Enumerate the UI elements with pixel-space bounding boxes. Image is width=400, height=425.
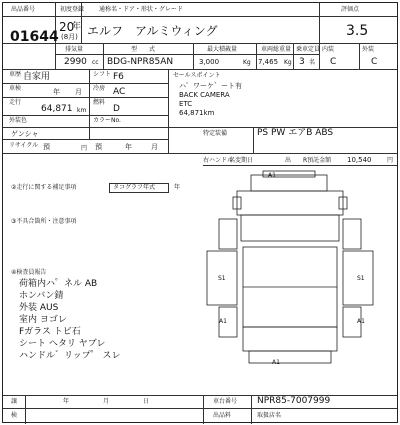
gross-weight-unit: Kg [284,59,292,66]
divider [3,115,168,116]
sales-point-2: BACK CAMERA [179,91,230,99]
divider [3,69,397,70]
recycle-fee-value: 10,540 [347,156,372,164]
divider [3,395,397,396]
seats-value: 3 [299,57,305,67]
max-load-unit: Kg [243,59,251,66]
divider [3,139,168,140]
transfer-label: 譲 [11,398,18,405]
grade-value: 3.5 [346,23,369,39]
equipment-label: 特定装備 [203,130,228,137]
transfer-date-label: 名変期日 [229,157,254,164]
color-number-label: カラーNo. [93,117,121,124]
divider [3,127,397,128]
footer-year-unit: 年 [63,398,70,405]
vehicle-use-value: 自家用 [23,72,51,82]
displacement-value: 2990 [64,57,87,67]
divider [359,43,360,69]
inspection-footer-label: 検 [11,412,18,419]
report-line-6: シート ヘタリ ヤブレ [19,339,106,349]
lot-number: 01644 [10,29,59,45]
ac-value: AC [113,87,126,97]
fuel-label: 燃料 [93,99,106,106]
mileage-unit: km [77,107,87,114]
tacho-year-unit: 年 [174,184,181,191]
driving-notes-title: ②走行に関する補足事項 [11,184,77,191]
divider [25,395,26,424]
car-name-label: 通称名・ドア・形状・グレード [99,6,183,13]
exterior-value: C [371,57,378,67]
divider [55,54,319,55]
divider [253,127,254,153]
body-color-label: 外装色 [9,117,28,124]
inspection-label: 車検 [9,85,22,92]
vehicle-use-label: 車歴 [9,71,22,78]
displacement-unit: cc [92,59,99,66]
first-registration-label: 初度登録 [60,6,85,13]
damage-mark-left: S1 [218,275,226,282]
recycle-deposit: 預 [43,143,50,151]
max-load-label: 最大積載量 [207,46,238,53]
divider [3,83,168,84]
recycle-label: リサイクル [9,142,39,149]
listing-fee-label: 出品料 [213,412,232,419]
divider [293,43,294,69]
sales-points-title: セールスポイント [173,72,221,79]
equipment-value: PS PW エアB ABS [257,128,334,138]
mark: 出 [285,157,292,164]
recycle-fee-unit: 円 [387,157,394,164]
interior-value: C [330,57,337,67]
model-value: BDG-NPR85AN [107,57,174,67]
damage-mark-rear-left: A1 [219,318,227,325]
divider [3,16,397,17]
registration-year-unit: 年 [72,22,82,32]
gross-weight-value: 7,465 [258,58,279,66]
body-color-value: ゲンシャ [11,130,39,138]
divider [168,69,169,153]
sales-point-1: ハ゜ワーケ゛ート有 [179,82,242,90]
divider [203,395,204,424]
report-line-5: Fガラス トビ石 [19,327,81,337]
recycle-year-unit: 年 [125,143,132,151]
inspection-year-unit: 年 [53,88,60,96]
seats-label: 乗車定員 [296,46,321,53]
divider [203,165,397,166]
damage-mark-right: S1 [357,275,365,282]
divider [319,3,320,69]
ac-label: 冷房 [93,85,106,92]
divider [3,408,397,409]
damage-mark-rear: A1 [272,359,280,366]
footer-day-unit: 日 [143,398,150,405]
divider [193,43,194,69]
damage-mark-rear-right: A1 [357,318,365,325]
max-load-value: 3,000 [199,58,220,66]
lot-number-label: 出品番号 [11,6,36,13]
divider [89,69,90,139]
inspection-sheet [2,2,398,423]
inspection-month-unit: 月 [75,88,82,96]
sales-point-4: 64,871km [179,109,215,117]
registration-year: 20 [59,20,75,34]
divider [3,97,168,98]
dealer-label: 取扱店名 [257,412,282,419]
footer-month-unit: 月 [103,398,110,405]
chassis-label: 車台番号 [213,398,238,405]
gross-weight-label: 車両総重量 [261,46,292,53]
displacement-label: 排気量 [65,46,84,53]
report-line-3: 外装 AUS [19,303,59,313]
report-line-1: 荷箱内ハ゜ネル AB [19,279,98,289]
divider [103,43,104,69]
grade-label: 評価点 [341,6,360,13]
inspector-report-title: ④検査員報告 [11,269,47,276]
recycle-deposit-right: 預 [95,143,102,151]
defects-title: ③不具合箇所・注意事項 [11,218,77,225]
mileage-label: 走行 [9,99,22,106]
fuel-value: D [113,104,120,114]
model-label: 型 式 [131,46,156,53]
car-name: エルフ アルミウィング [87,24,218,38]
divider [3,43,397,44]
recycle-month-unit: 月 [151,143,158,151]
handle-label: 右ハンドル [203,157,234,164]
report-line-7: ハンドル゛リップ゜ スレ [19,351,121,361]
sales-point-3: ETC [179,100,193,108]
tacho-label: タコグラフ年式 [113,184,156,191]
recycle-fee-label: R預託金額 [303,157,332,164]
divider [3,153,397,154]
registration-month: (8月) [61,33,78,41]
truck-diagram [203,167,375,369]
divider [256,43,257,69]
report-line-2: ホンバン錆 [19,291,64,301]
seats-unit: 名 [309,59,316,66]
mileage-value: 64,871 [41,104,73,114]
divider [251,395,252,424]
recycle-unit: 円 [81,145,88,152]
exterior-label: 外装 [362,46,375,53]
shift-label: シフト [93,71,112,78]
report-line-4: 室内 ヨゴレ [19,315,67,325]
damage-mark-front: A1 [268,172,276,179]
chassis-number: NPR85-7007999 [257,396,331,406]
shift-value: F6 [113,72,124,82]
interior-label: 内装 [322,46,335,53]
